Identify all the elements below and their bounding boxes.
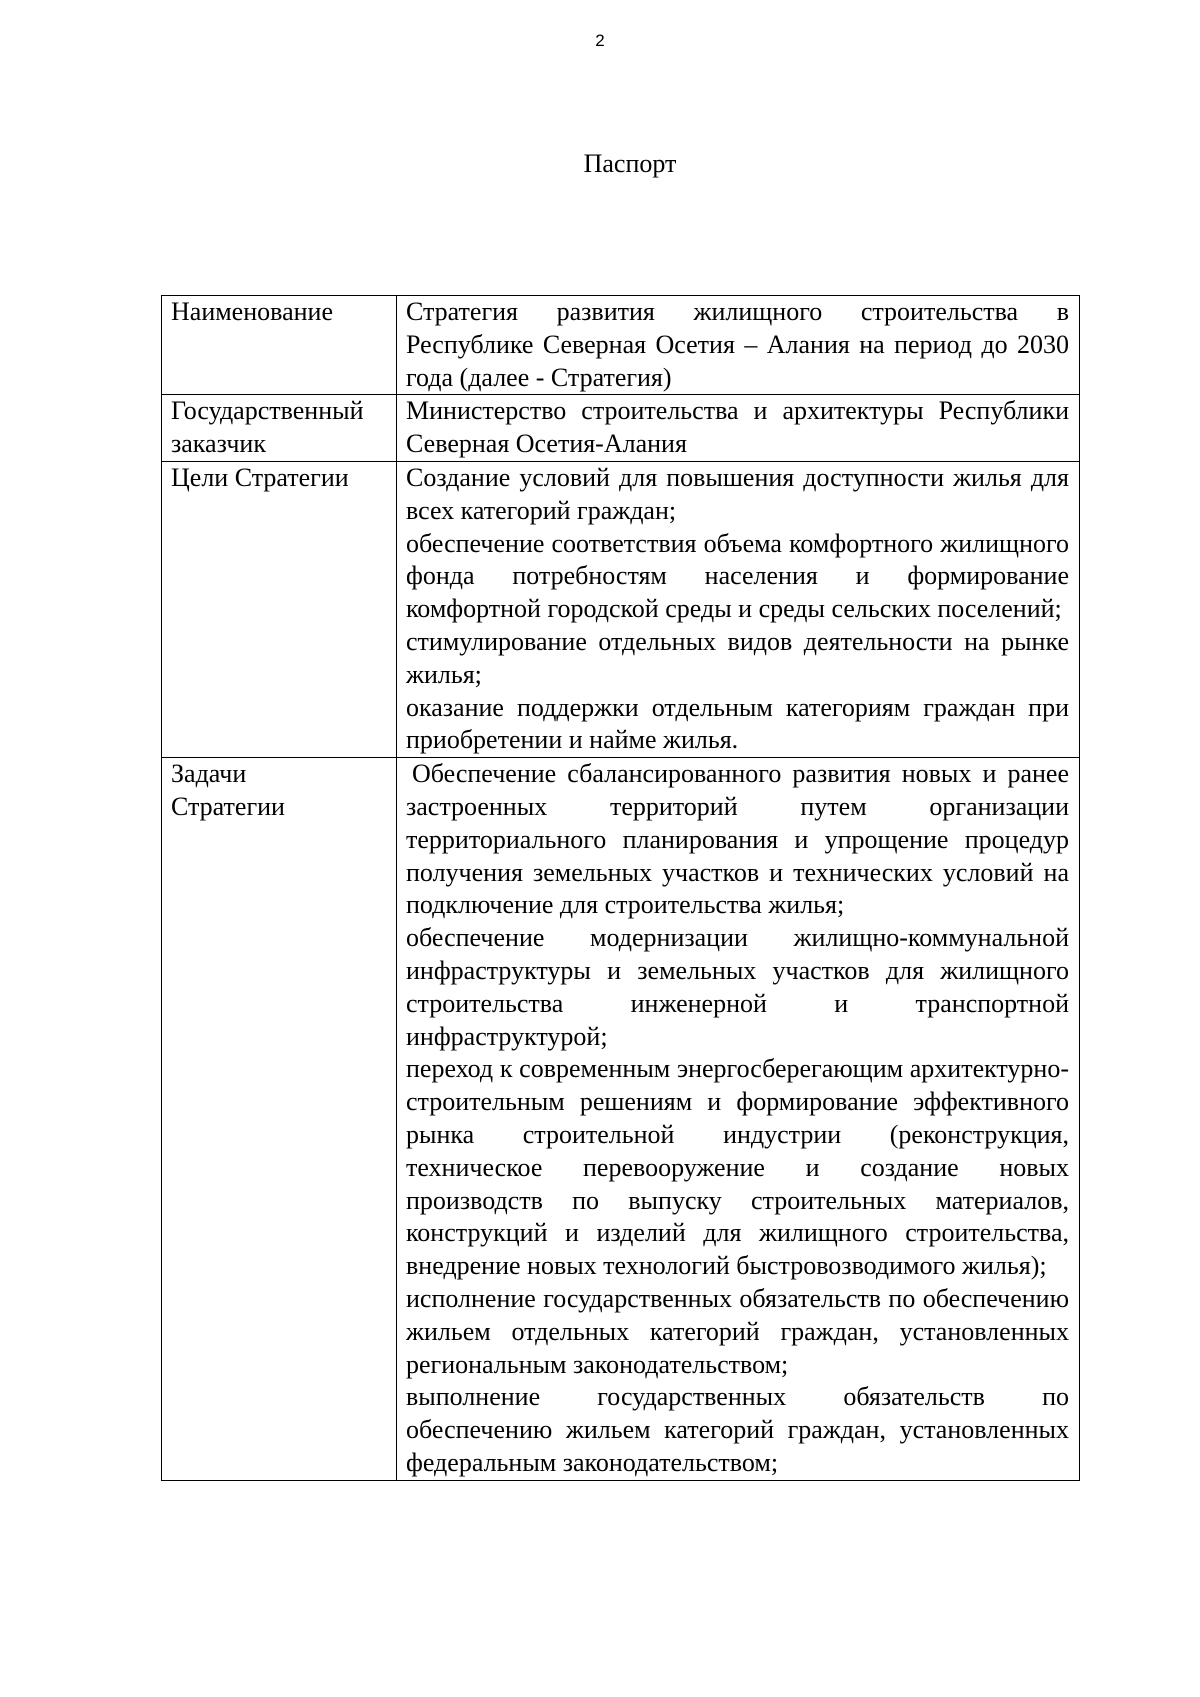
value-paragraph: Министерство строительства и архитектуры Республики Северная Осетия-Алания	[406, 396, 1069, 459]
value-paragraph: обеспечение модернизации жилищно-коммунальной инфраструктуры и земельных участков для жилищного строительства инженерной и транспортной инфраструктурой;	[406, 923, 1069, 1051]
page-title: Паспорт	[583, 149, 677, 178]
table-row-name	[162, 296, 1080, 395]
value-paragraph: выполнение государственных обязательств по обеспечению жильем категорий граждан, установленных федеральным законодательством;	[406, 1382, 1069, 1477]
value-paragraph: оказание поддержки отдельным категориям граждан при приобретении и найме жилья.	[406, 692, 1069, 755]
table-row-tasks	[162, 758, 1080, 1481]
value-paragraph: Создание условий для повышения доступности жилья для всех категорий граждан;	[406, 462, 1069, 525]
row-value-goals	[397, 461, 1080, 757]
value-paragraph: исполнение государственных обязательств по обеспечению жильем отдельных категорий граждан, установленных региональным законодательством;	[406, 1283, 1069, 1379]
table-row-goals	[162, 461, 1080, 757]
value-paragraph: переход к современным энергосберегающим архитектурно-строительным решениям и формирование эффективного рынка строительной индустрии (реконструкция, техническое перевооружение и создание новых производств по выпуску строительных материалов, конструкций и изделий для жилищного строительства, внедрение новых технологий быстровозводимого жилья);	[406, 1054, 1069, 1281]
row-value-customer	[397, 395, 1080, 462]
value-paragraph: Стратегия развития жилищного строительства в Республике Северная Осетия – Алания на период до 2030 года (далее - Стратегия)	[406, 297, 1069, 392]
label-line: Стратегии	[171, 791, 285, 821]
row-label-name: Наименование	[162, 296, 397, 395]
row-label-customer: Государственный заказчик	[162, 395, 397, 462]
page-number: 2	[595, 31, 605, 50]
label-line: Задачи	[171, 759, 247, 789]
value-paragraph: стимулирование отдельных видов деятельности на рынке жилья;	[406, 626, 1069, 689]
value-paragraph: обеспечение соответствия объема комфортного жилищного фонда потребностям населения и формирование комфортной городской среды и среды сельских поселений;	[406, 528, 1069, 624]
value-paragraph: Обеспечение сбалансированного развития новых и ранее застроенных территорий путем организации территориального планирования и упрощение процедур получения земельных участков и технических условий на подключение для строительства жилья;	[406, 759, 1069, 920]
passport-table	[161, 295, 1080, 1481]
row-value-tasks	[397, 758, 1080, 1481]
row-value-name	[397, 296, 1080, 395]
table-row-customer	[162, 395, 1080, 462]
row-label-tasks	[162, 758, 397, 1481]
row-label-goals: Цели Стратегии	[162, 461, 397, 757]
